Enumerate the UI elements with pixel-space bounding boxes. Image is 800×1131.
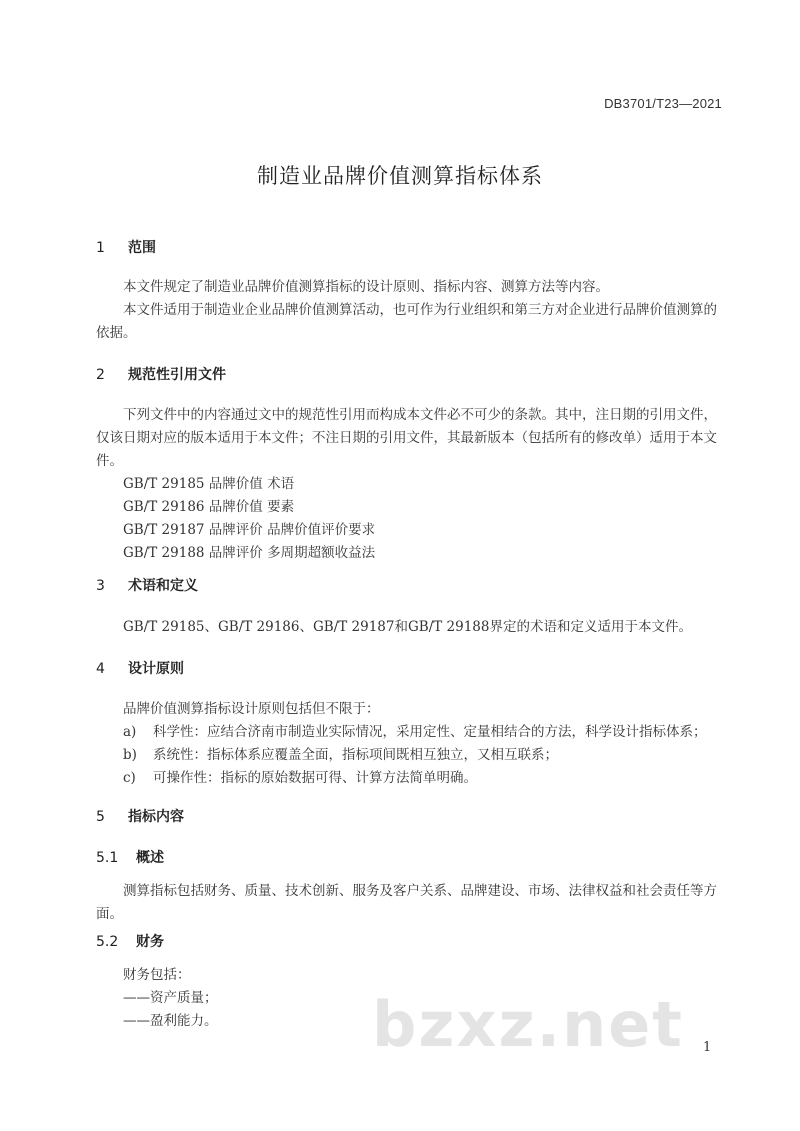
section-title: 财务 xyxy=(136,934,164,950)
document-number: DB3701/T23—2021 xyxy=(604,96,722,111)
reference-item: GB/T 29185 品牌价值 术语 xyxy=(123,476,295,492)
section-1-heading xyxy=(96,237,156,257)
document-title: 制造业品牌价值测算指标体系 xyxy=(257,164,543,188)
page-number: 1 xyxy=(703,1040,712,1055)
list-item xyxy=(123,766,477,786)
reference-item: GB/T 29187 品牌评价 品牌价值评价要求 xyxy=(123,522,376,538)
section-number: 2 xyxy=(96,367,105,383)
paragraph: 下列文件中的内容通过文中的规范性引用而构成本文件必不可少的条款。其中，注日期的引用文件，仅该日期对应的版本适用于本文件；不注日期的引用文件，其最新版本（包括所有的修改单）适用于本文件。 xyxy=(96,407,717,469)
section-5-2-heading xyxy=(96,931,164,951)
section-title: 规范性引用文件 xyxy=(128,367,226,383)
paragraph: 财务包括： xyxy=(123,967,191,983)
list-item: ——盈利能力。 xyxy=(123,1013,218,1029)
list-item: ——资产质量； xyxy=(123,990,218,1006)
section-4-heading xyxy=(96,658,184,678)
list-text: 科学性：应结合济南市制造业实际情况，采用定性、定量相结合的方法，科学设计指标体系； xyxy=(153,724,707,740)
section-2-heading xyxy=(96,364,226,384)
paragraph: 本文件规定了制造业品牌价值测算指标的设计原则、指标内容、测算方法等内容。 xyxy=(123,279,609,295)
section-number: 3 xyxy=(96,578,105,594)
watermark: bzxz.net xyxy=(372,988,684,1061)
section-number: 5.1 xyxy=(96,850,119,866)
list-text: 系统性：指标体系应覆盖全面，指标项间既相互独立，又相互联系； xyxy=(153,747,558,763)
reference-item: GB/T 29186 品牌价值 要素 xyxy=(123,499,295,515)
section-3-heading xyxy=(96,575,198,595)
section-title: 术语和定义 xyxy=(128,578,198,594)
list-item xyxy=(123,743,558,763)
paragraph: 测算指标包括财务、质量、技术创新、服务及客户关系、品牌建设、市场、法律权益和社会责任等方面。 xyxy=(96,883,717,922)
paragraph: 品牌价值测算指标设计原则包括但不限于： xyxy=(123,701,380,717)
paragraph: GB/T 29185、GB/T 29186、GB/T 29187和GB/T 29188界定的术语和定义适用于本文件。 xyxy=(123,619,692,635)
paragraph: 本文件适用于制造业企业品牌价值测算活动，也可作为行业组织和第三方对企业进行品牌价值测算的依据。 xyxy=(96,302,717,341)
section-number: 1 xyxy=(96,240,105,256)
section-title: 范围 xyxy=(128,240,156,256)
list-text: 可操作性：指标的原始数据可得、计算方法简单明确。 xyxy=(153,770,477,786)
section-5-1-heading xyxy=(96,847,164,867)
section-title: 设计原则 xyxy=(128,661,184,677)
list-marker: b) xyxy=(123,747,137,763)
list-marker: c) xyxy=(123,770,136,786)
section-number: 5.2 xyxy=(96,934,119,950)
section-number: 4 xyxy=(96,661,105,677)
list-marker: a) xyxy=(123,724,137,740)
list-item xyxy=(123,720,707,740)
section-title: 指标内容 xyxy=(128,809,184,825)
reference-item: GB/T 29188 品牌评价 多周期超额收益法 xyxy=(123,545,376,561)
section-title: 概述 xyxy=(136,850,164,866)
section-5-heading xyxy=(96,806,184,826)
section-number: 5 xyxy=(96,809,105,825)
